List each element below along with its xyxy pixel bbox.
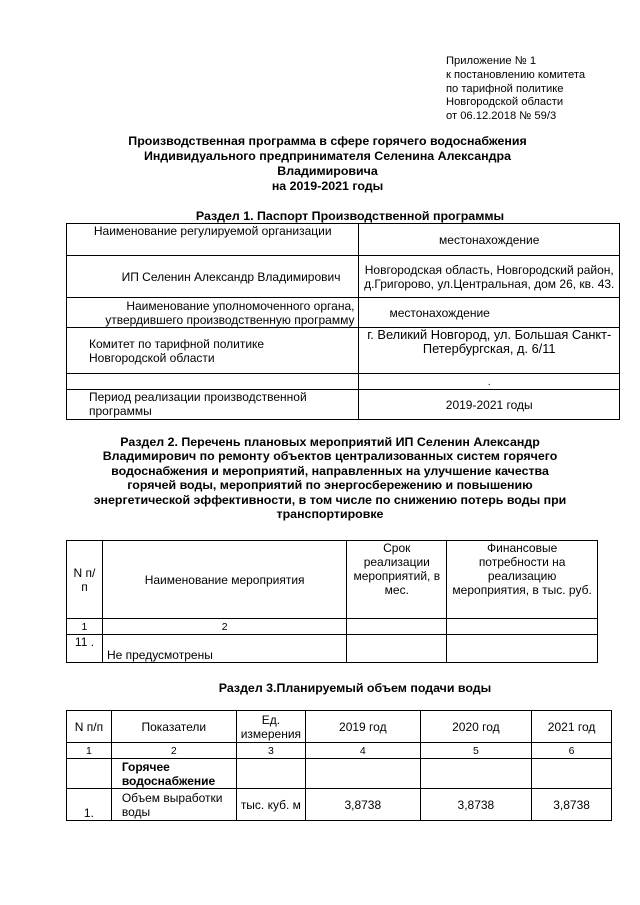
heading-line: энергетической эффективности, в том числе по снижению потерь воды при: [93, 492, 567, 507]
table-cell: 2: [102, 619, 346, 635]
table-row: [67, 541, 598, 619]
table-cell: г. Великий Новгород, ул. Большая Санкт-Петербургская, д. 6/11: [359, 328, 620, 374]
table-cell: 2020 год: [420, 711, 532, 743]
table-row: [67, 619, 598, 635]
appendix-line: Новгородской области: [446, 96, 564, 109]
appendix-line: к постановлению комитета: [446, 68, 586, 81]
table-cell: Наименование уполномоченного органа, утвердившего производственную программу: [67, 298, 359, 328]
table-cell: 1: [67, 743, 112, 759]
table-cell: 1: [67, 619, 103, 635]
table-cell: 5: [420, 743, 532, 759]
table-cell: Наименование мероприятия: [102, 541, 346, 619]
table-cell: Не предусмотрены: [102, 635, 346, 663]
table-cell: [420, 759, 532, 789]
measures-table: [66, 540, 598, 663]
table-row: [67, 711, 612, 743]
table-cell: 6: [532, 743, 612, 759]
table-cell: местонахождение: [359, 298, 620, 328]
table-cell: тыс. куб. м: [236, 789, 305, 821]
heading-line: Владимирович по ремонту объектов централизованных систем горячего: [102, 449, 558, 464]
heading-line: горячей воды, мероприятий по энергосбережению и повышению: [127, 478, 533, 493]
table-row: [67, 789, 612, 821]
table-row: [67, 390, 620, 420]
heading-line: Раздел 2. Перечень плановых мероприятий ИП Селенин Александр: [120, 435, 540, 449]
table-cell: 2021 год: [532, 711, 612, 743]
table-cell: [447, 635, 598, 663]
table-cell: Объем выработки воды: [111, 789, 236, 821]
table-cell: Период реализации производственной программы: [67, 390, 359, 420]
appendix-block: [446, 55, 585, 124]
title-line: Индивидуального предпринимателя Селенина Александра: [144, 149, 511, 163]
heading-line: транспортировке: [276, 507, 384, 522]
table-cell: местонахождение: [359, 224, 620, 256]
section3-heading: Раздел 3.Планируемый объем подачи воды: [218, 681, 492, 695]
title-line: Владимировича: [277, 164, 378, 178]
table-cell: 2019 год: [306, 711, 421, 743]
table-cell: 2: [111, 743, 236, 759]
table-row: [67, 256, 620, 298]
table-cell: Ед. измерения: [236, 711, 305, 743]
table-row: [67, 635, 598, 663]
appendix-line: от 06.12.2018 № 59/3: [446, 110, 557, 123]
table-row: [67, 374, 620, 390]
title-line: Производственная программа в сфере горячего водоснабжения: [128, 134, 527, 148]
table-cell: ИП Селенин Александр Владимирович: [67, 256, 359, 298]
table-row: [67, 328, 620, 374]
table-cell: [236, 759, 305, 789]
table-cell: 3,8738: [420, 789, 532, 821]
table-cell: .: [359, 374, 620, 390]
table-cell: [532, 759, 612, 789]
table-cell: Комитет по тарифной политике Новгородской области: [67, 328, 359, 374]
volume-table: [66, 710, 612, 821]
table-row: [67, 759, 612, 789]
title-line: на 2019-2021 годы: [271, 179, 384, 193]
document-title: [100, 134, 555, 194]
table-cell: [67, 759, 112, 789]
table-cell: Горячее водоснабжение: [111, 759, 236, 789]
table-cell: N п/п: [67, 541, 103, 619]
table-row: [67, 298, 620, 328]
table-cell: 1.: [67, 789, 112, 821]
table-row: [67, 224, 620, 256]
passport-table: [66, 223, 620, 420]
table-cell: N п/п: [67, 711, 112, 743]
table-cell: [67, 374, 359, 390]
section2-heading: [60, 435, 600, 521]
table-row: [67, 743, 612, 759]
table-cell: 4: [306, 743, 421, 759]
table-cell: Финансовые потребности на реализацию мероприятия, в тыс. руб.: [447, 541, 598, 619]
table-cell: 11 .: [67, 635, 103, 663]
table-cell: [347, 619, 447, 635]
table-cell: 2019-2021 годы: [359, 390, 620, 420]
table-cell: [447, 619, 598, 635]
table-cell: Срок реализации мероприятий, в мес.: [347, 541, 447, 619]
table-cell: Наименование регулируемой организации: [67, 224, 359, 256]
section1-heading: Раздел 1. Паспорт Производственной программы: [195, 209, 505, 223]
table-cell: [306, 759, 421, 789]
table-cell: Новгородская область, Новгородский район, д.Григорово, ул.Центральная, дом 26, кв. 43.: [359, 256, 620, 298]
table-cell: 3,8738: [306, 789, 421, 821]
appendix-line: по тарифной политике: [446, 82, 564, 95]
table-cell: [347, 635, 447, 663]
heading-line: водоснабжения и мероприятий, направленных на улучшение качества: [111, 463, 549, 478]
table-cell: 3: [236, 743, 305, 759]
table-cell: 3,8738: [532, 789, 612, 821]
table-cell: Показатели: [111, 711, 236, 743]
appendix-line: Приложение № 1: [446, 55, 537, 67]
